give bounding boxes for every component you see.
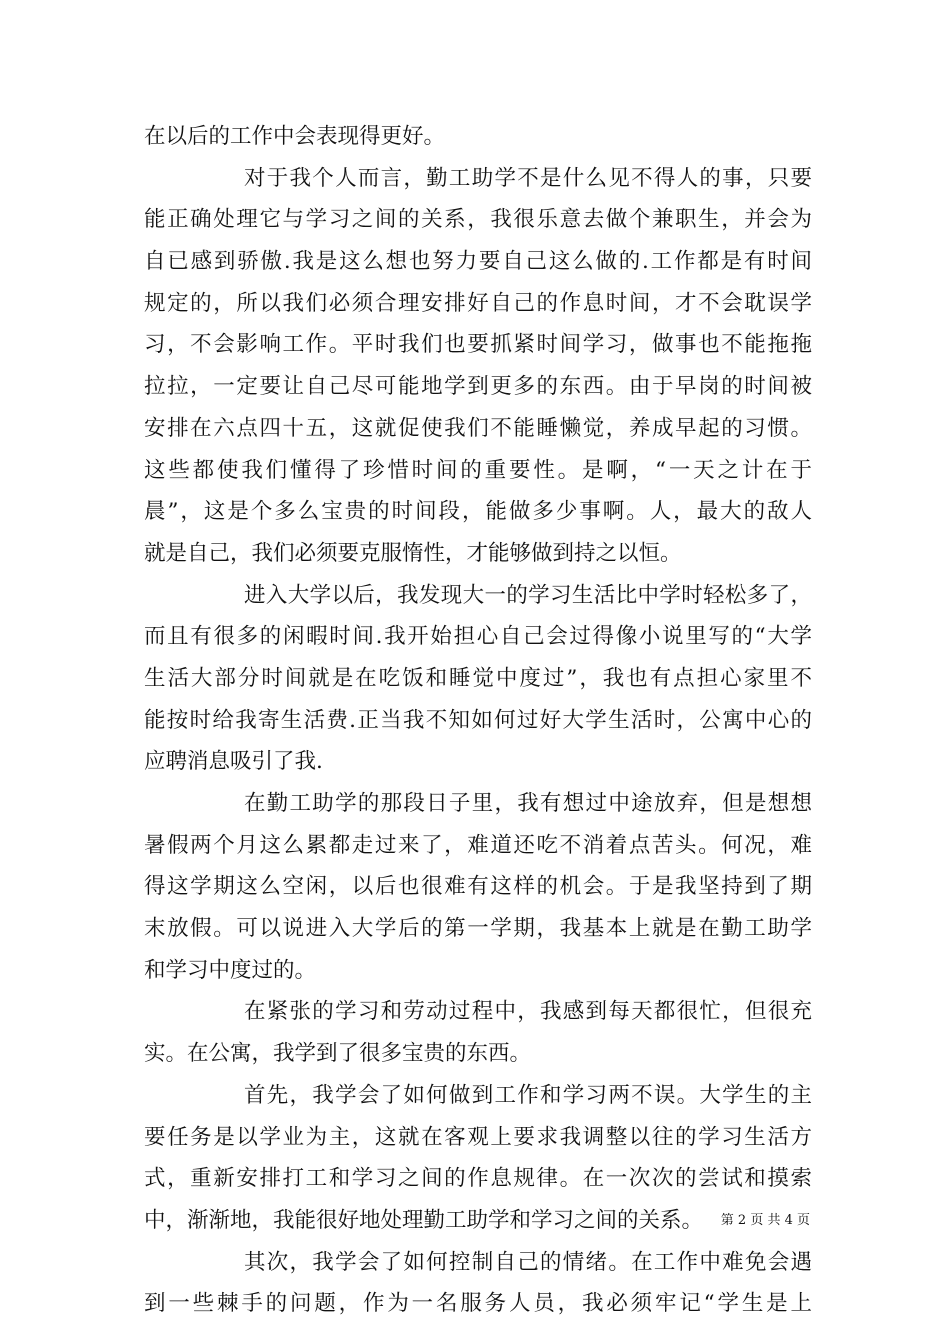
paragraph-4-line-5: 和学习中度过的。 — [144, 957, 317, 983]
paragraph-2-line-1: 对于我个人而言，勤工助学不是什么见不得人的事，只要 — [244, 165, 812, 191]
paragraph-3-line-3: 生活大部分时间就是在吃饭和睡觉中度过”，我也有点担心家里不 — [144, 665, 812, 691]
paragraph-5-line-2: 实。在公寓，我学到了很多宝贵的东西。 — [144, 1041, 532, 1067]
page-number-footer: 第 2 页 共 4 页 — [720, 1213, 810, 1228]
paragraph-4-line-4: 末放假。可以说进入大学后的第一学期，我基本上就是在勤工助学 — [144, 916, 812, 942]
paragraph-5-line-1: 在紧张的学习和劳动过程中，我感到每天都很忙，但很充 — [244, 999, 812, 1025]
paragraph-3-line-1: 进入大学以后，我发现大一的学习生活比中学时轻松多了， — [244, 582, 812, 608]
paragraph-2-line-3: 自已感到骄傲.我是这么想也努力要自己这么做的.工作都是有时间 — [144, 249, 812, 275]
paragraph-1-line-1: 在以后的工作中会表现得更好。 — [144, 124, 446, 149]
paragraph-7-line-1: 其次，我学会了如何控制自己的情绪。在工作中难免会遇 — [244, 1249, 812, 1275]
paragraph-3-line-4: 能按时给我寄生活费.正当我不知如何过好大学生活时，公寓中心的 — [144, 707, 812, 733]
paragraph-7-line-2: 到一些棘手的问题，作为一名服务人员，我必须牢记“学生是上 — [144, 1291, 812, 1317]
paragraph-3-line-5: 应聘消息吸引了我. — [144, 749, 323, 775]
paragraph-2-line-10: 就是自己，我们必须要克服惰性，才能够做到持之以恒。 — [144, 540, 682, 566]
paragraph-2-line-8: 这些都使我们懂得了珍惜时间的重要性。是啊，“一天之计在于 — [144, 457, 812, 483]
paragraph-4-line-3: 得这学期这么空闲，以后也很难有这样的机会。于是我坚持到了期 — [144, 874, 812, 900]
paragraph-6-line-1: 首先，我学会了如何做到工作和学习两不误。大学生的主 — [244, 1082, 812, 1108]
paragraph-6-line-2: 要任务是以学业为主，这就在客观上要求我调整以往的学习生活方 — [144, 1124, 812, 1150]
paragraph-2-line-2: 能正确处理它与学习之间的关系，我很乐意去做个兼职生，并会为 — [144, 207, 812, 233]
paragraph-2-line-6: 拉拉，一定要让自己尽可能地学到更多的东西。由于早岗的时间被 — [144, 374, 812, 400]
paragraph-4-line-2: 暑假两个月这么累都走过来了，难道还吃不消着点苦头。何况，难 — [144, 832, 812, 858]
paragraph-2-line-4: 规定的，所以我们必须合理安排好自己的作息时间，才不会耽误学 — [144, 290, 812, 316]
document-body — [144, 116, 812, 1325]
paragraph-2-line-5: 习，不会影响工作。平时我们也要抓紧时间学习，做事也不能拖拖 — [144, 332, 812, 358]
paragraph-2-line-9: 晨”，这是个多么宝贵的时间段，能做多少事啊。人，最大的敌人 — [144, 499, 812, 525]
paragraph-6-line-3: 式，重新安排打工和学习之间的作息规律。在一次次的尝试和摸索 — [144, 1166, 812, 1192]
paragraph-4-line-1: 在勤工助学的那段日子里，我有想过中途放弃，但是想想 — [244, 791, 812, 816]
paragraph-6-line-4: 中，渐渐地，我能很好地处理勤工助学和学习之间的关系。 — [144, 1207, 704, 1233]
paragraph-2-line-7: 安排在六点四十五，这就促使我们不能睡懒觉，养成早起的习惯。 — [144, 415, 812, 441]
paragraph-3-line-2: 而且有很多的闲暇时间.我开始担心自己会过得像小说里写的“大学 — [144, 624, 812, 650]
